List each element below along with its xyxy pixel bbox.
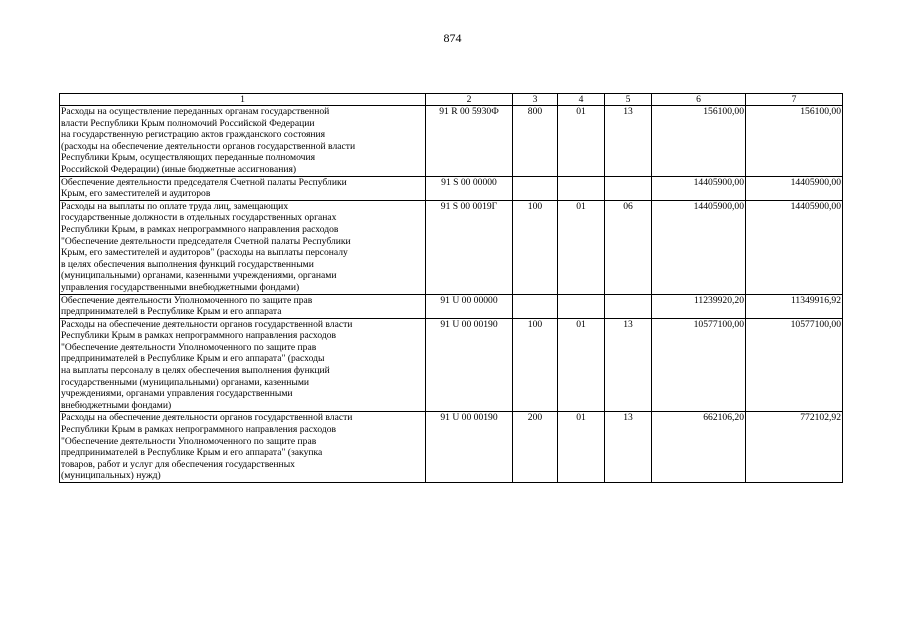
table-row: [60, 412, 843, 483]
subsection-code: 13: [605, 412, 652, 483]
amount-col7: 10577100,00: [746, 318, 843, 412]
column-header: 4: [558, 94, 605, 106]
section-code: [558, 294, 605, 318]
expense-type-code: [513, 294, 558, 318]
amount-col7: 14405900,00: [746, 200, 843, 294]
column-header: 7: [746, 94, 843, 106]
amount-col6: 662106,20: [652, 412, 746, 483]
classification-code: 91 U 00 00000: [426, 294, 513, 318]
column-header: 1: [60, 94, 426, 106]
column-header: 3: [513, 94, 558, 106]
row-description: Расходы на осуществление переданных органам государственной власти Республики Крым полномочий Российской Федерации на государственную регистрацию актов гражданского состояния (расходы на обеспечение деятельности органов государственной власти Республики Крым, осуществляющих переданные полномочия Российской Федерации) (иные бюджетные ассигнования): [60, 106, 426, 177]
classification-code: 91 U 00 00190: [426, 318, 513, 412]
section-code: 01: [558, 412, 605, 483]
budget-table: [59, 93, 843, 483]
subsection-code: [605, 176, 652, 200]
row-description: Расходы на обеспечение деятельности органов государственной власти Республики Крым в рамках непрограммного направления расходов "Обеспечение деятельности Уполномоченного по защите прав предпринимателей в Республике Крым и его аппарата" (расходы на выплаты персоналу в целях обеспечения выполнения функций государственными (муниципальными) органами, казенными учреждениями, органами управления государственными внебюджетными фондами): [60, 318, 426, 412]
section-code: 01: [558, 106, 605, 177]
expense-type-code: [513, 176, 558, 200]
section-code: 01: [558, 318, 605, 412]
amount-col6: 10577100,00: [652, 318, 746, 412]
table-row: [60, 318, 843, 412]
subsection-code: 13: [605, 106, 652, 177]
column-header: 2: [426, 94, 513, 106]
expense-type-code: 800: [513, 106, 558, 177]
amount-col7: 156100,00: [746, 106, 843, 177]
page-number: 874: [443, 31, 462, 45]
amount-col7: 772102,92: [746, 412, 843, 483]
amount-col6: 14405900,00: [652, 200, 746, 294]
classification-code: 91 U 00 00190: [426, 412, 513, 483]
section-code: [558, 176, 605, 200]
amount-col6: 156100,00: [652, 106, 746, 177]
subsection-code: 13: [605, 318, 652, 412]
section-code: 01: [558, 200, 605, 294]
column-header: 5: [605, 94, 652, 106]
row-description: Обеспечение деятельности Уполномоченного по защите прав предпринимателей в Республике Крым и его аппарата: [60, 294, 426, 318]
subsection-code: 06: [605, 200, 652, 294]
column-header: 6: [652, 94, 746, 106]
table-header-row: [60, 94, 843, 106]
amount-col6: 11239920,20: [652, 294, 746, 318]
subsection-code: [605, 294, 652, 318]
row-description: Расходы на выплаты по оплате труда лиц, замещающих государственные должности в отдельных государственных органах Республики Крым, в рамках непрограммного направления расходов "Обеспечение деятельности председателя Счетной палаты Республики Крым, его заместителей и аудиторов" (расходы на выплаты персоналу в целях обеспечения выполнения функций государственными (муниципальными) органами, казенными учреждениями, органами управления государственными внебюджетными фондами): [60, 200, 426, 294]
expense-type-code: 100: [513, 200, 558, 294]
classification-code: 91 S 00 0019Г: [426, 200, 513, 294]
table-row: [60, 176, 843, 200]
row-description: Обеспечение деятельности председателя Счетной палаты Республики Крым, его заместителей и аудиторов: [60, 176, 426, 200]
table-row: [60, 200, 843, 294]
table-row: [60, 294, 843, 318]
row-description: Расходы на обеспечение деятельности органов государственной власти Республики Крым в рамках непрограммного направления расходов "Обеспечение деятельности Уполномоченного по защите прав предпринимателей в Республике Крым и его аппарата" (закупка товаров, работ и услуг для обеспечения государственных (муниципальных) нужд): [60, 412, 426, 483]
classification-code: 91 S 00 00000: [426, 176, 513, 200]
expense-type-code: 200: [513, 412, 558, 483]
table-row: [60, 106, 843, 177]
amount-col6: 14405900,00: [652, 176, 746, 200]
amount-col7: 14405900,00: [746, 176, 843, 200]
classification-code: 91 R 00 5930Ф: [426, 106, 513, 177]
amount-col7: 11349916,92: [746, 294, 843, 318]
expense-type-code: 100: [513, 318, 558, 412]
